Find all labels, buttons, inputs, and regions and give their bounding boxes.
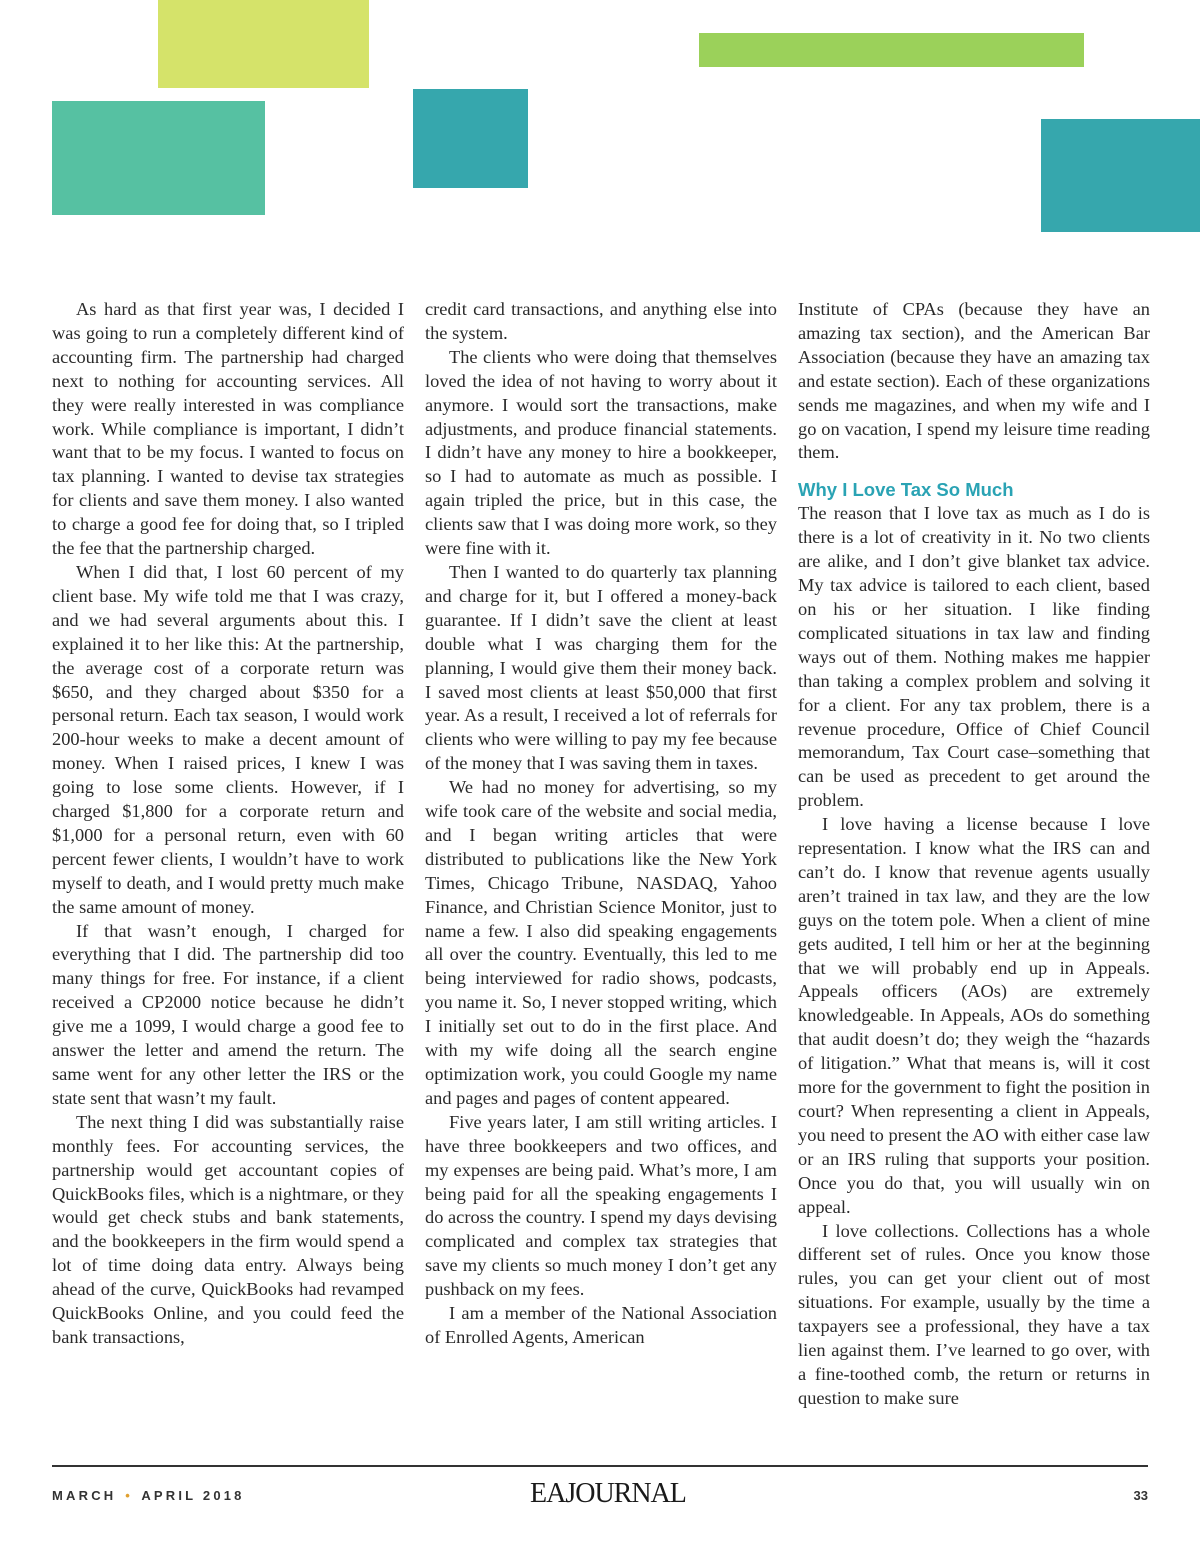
paragraph: The clients who were doing that themselves loved the idea of not having to worry about it anymore. I would sort the transactions, make adjustments, and produce financial statements. I didn’t have any money to hire a bookkeeper, so I had to automate as much as possible. I again tripled the price, but in this case, the clients saw that I was doing more work, so they were fine with it. xyxy=(425,346,777,559)
page-number: 33 xyxy=(1133,1488,1148,1503)
article-column-3 xyxy=(798,298,1150,1448)
footer-rule xyxy=(52,1465,1148,1467)
footer-month-2: APRIL 2018 xyxy=(141,1488,245,1503)
article-column-1 xyxy=(52,298,404,1448)
journal-logo: EAJOURNAL xyxy=(530,1478,686,1509)
paragraph: Institute of CPAs (because they have an amazing tax section), and the American Bar Association (because they have an amazing tax and estate section). Each of these organizations sends me magazines, and when my wife and I go on vacation, I spend my leisure time reading them. xyxy=(798,299,1150,463)
decor-block-teal-center xyxy=(413,89,528,188)
paragraph: The next thing I did was substantially raise monthly fees. For accounting services, the partnership would get accountant copies of QuickBooks files, which is a nightmare, or they would get check stubs and bank statements, and the bookkeepers in the firm would spend a lot of time doing data entry. Always being ahead of the curve, QuickBooks had revamped QuickBooks Online, and you could feed the bank transactions, xyxy=(52,1111,404,1347)
paragraph: As hard as that first year was, I decided I was going to run a completely different kind of accounting firm. The partnership had charged next to nothing for accounting services. All they were really interested in was compliance work. While compliance is important, I didn’t want that to be my focus. I wanted to focus on tax planning. I wanted to devise tax strategies for clients and save them money. I also wanted to charge a good fee for doing that, so I tripled the fee that the partnership charged. xyxy=(52,299,404,559)
paragraph: We had no money for advertising, so my wife took care of the website and social media, and I began writing articles that were distributed to publications like the New York Times, Chicago Tribune, NASDAQ, Yahoo Finance, and Christian Science Monitor, just to name a few. I also did speaking engagements all over the country. Eventually, this led to me being interviewed for radio shows, podcasts, you name it. So, I never stopped writing, which I initially set out to do in the first place. And with my wife doing all the search engine optimization work, you could Google my name and pages and pages of content appeared. xyxy=(425,777,777,1108)
decor-bar-green xyxy=(699,33,1084,67)
paragraph: The reason that I love tax as much as I do is there is a lot of creativity in it. No two clients are alike, and I don’t give blanket tax advice. My tax advice is tailored to each client, based on his or her situation. I like finding complicated situations in tax law and finding ways out of them. Nothing makes me happier than taking a complex problem and solving it for a client. For any tax problem, there is a revenue procedure, Office of Chief Council memorandum, Tax Court case–something that can be used as precedent to get around the problem. xyxy=(798,503,1150,811)
paragraph: Five years later, I am still writing articles. I have three bookkeepers and two offices, and my expenses are being paid. What’s more, I am being paid for all the speaking engagements I do across the country. I spend my days devising complicated and complex tax strategies that save my clients so much money I don’t get any pushback on my fees. xyxy=(425,1111,777,1300)
article-column-2 xyxy=(425,298,777,1448)
section-heading: Why I Love Tax So Much xyxy=(798,479,1014,501)
paragraph: If that wasn’t enough, I charged for everything that I did. The partnership did too many things for free. For instance, if a client received a CP2000 notice because he didn’t give me a 1099, I would charge a good fee to answer the letter and amend the return. The same went for any other letter the IRS or the state sent that wasn’t my fault. xyxy=(52,920,404,1108)
decor-block-lime xyxy=(158,0,369,88)
paragraph: When I did that, I lost 60 percent of my client base. My wife told me that I was crazy, and we had several arguments about this. I explained it to her like this: At the partnership, the average cost of a corporate return was $650, and they charged about $350 for a personal return. Each tax season, I would work 200-hour weeks to make a decent amount of money. When I raised prices, I knew I was going to lose some clients. However, if I charged $1,800 for a corporate return and $1,000 for a personal return, even with 60 percent fewer clients, I wouldn’t have to work myself to death, and I would pretty much make the same amount of money. xyxy=(52,561,404,917)
footer-issue-date xyxy=(52,1488,245,1503)
paragraph: I love having a license because I love representation. I know what the IRS can and can’t do. I know that revenue agents usually aren’t trained in tax law, and they are the low guys on the totem pole. When a client of mine gets audited, I tell him or her at the beginning that we will probably end up in Appeals. Appeals officers (AOs) are extremely knowledgeable. In Appeals, AOs do something that audit doesn’t do; they weigh the “hazards of litigation.” What that means is, will it cost more for the government to fight the position in court? When representing a client in Appeals, you need to present the AO with either case law or an IRS ruling that supports your position. Once you do that, you will usually win on appeal. xyxy=(798,814,1150,1217)
decor-block-teal-left xyxy=(52,101,265,215)
paragraph: I am a member of the National Association of Enrolled Agents, American xyxy=(425,1303,777,1347)
footer-month-1: MARCH xyxy=(52,1488,117,1503)
paragraph: I love collections. Collections has a whole different set of rules. Once you know those rules, you can get your client out of most situations. For example, usually by the time a taxpayers see a professional, they have a tax lien against them. I’ve learned to go over, with a fine-toothed comb, the return or returns in question to make sure xyxy=(798,1220,1150,1408)
decor-block-teal-right xyxy=(1041,119,1200,232)
paragraph: Then I wanted to do quarterly tax planning and charge for it, but I offered a money-back guarantee. If I didn’t save the client at least double what I was charging them for the planning, I would give them their money back. I saved most clients at least $50,000 that first year. As a result, I received a lot of referrals for clients who were willing to pay my fee because of the money that I was saving them in taxes. xyxy=(425,561,777,774)
paragraph: credit card transactions, and anything else into the system. xyxy=(425,299,777,343)
footer-separator-dot: • xyxy=(125,1488,133,1503)
